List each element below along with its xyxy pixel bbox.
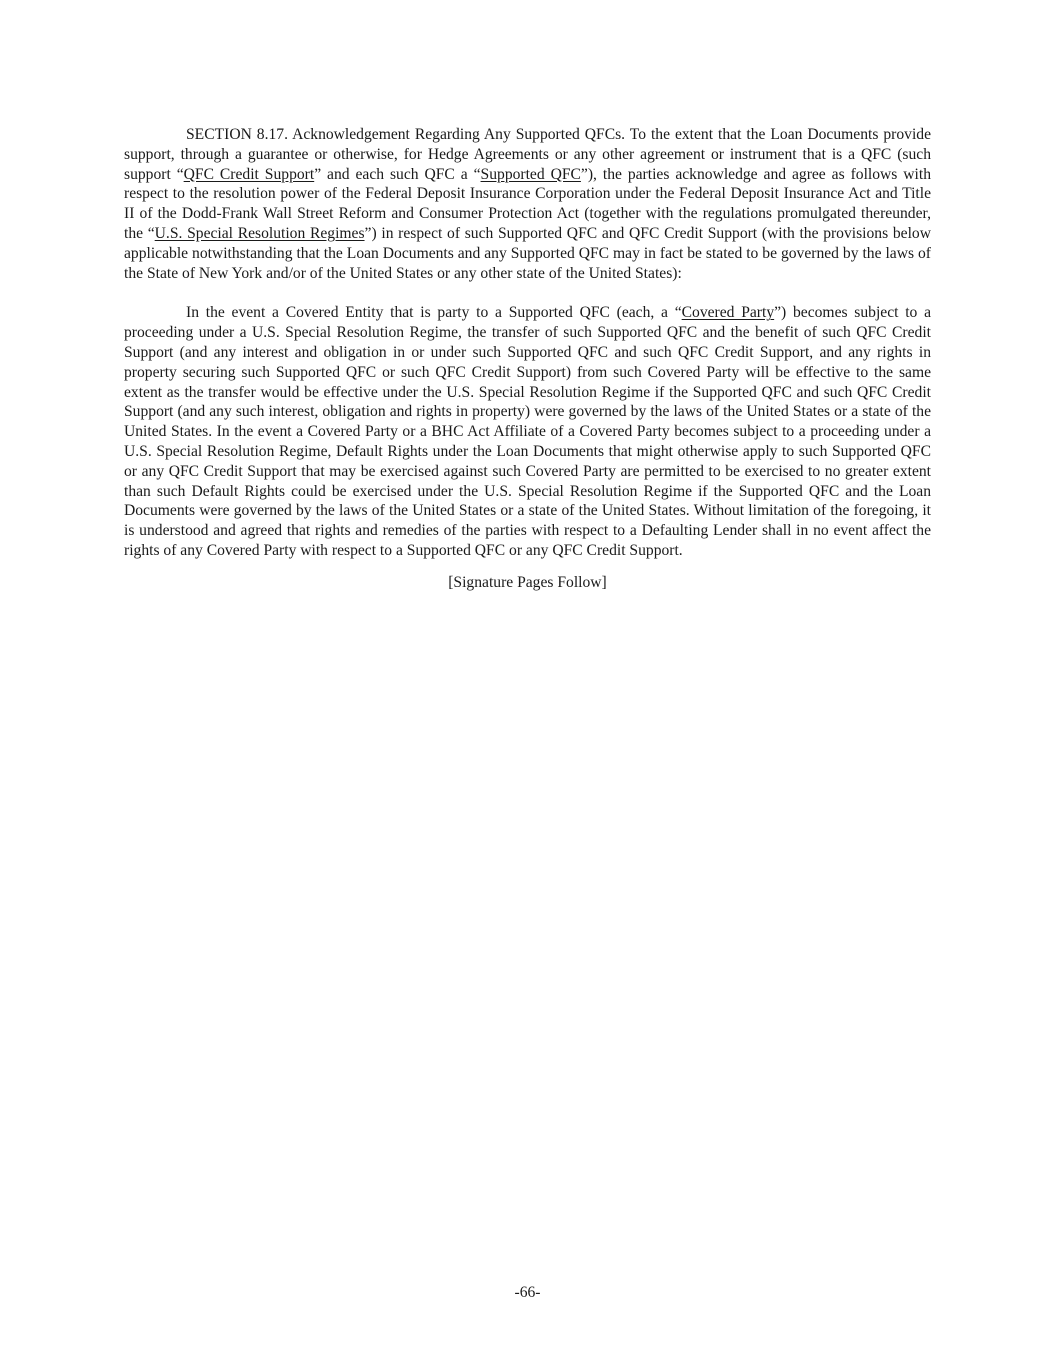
paragraph-2-text-2: ”) becomes subject to a proceeding under a U.S. Special Resolution Regime, the transfer of such Supported QFC and the benefit of such QFC Credit Support (and any interest and obligation in or under such Supported QFC and such QFC Credit Support, and any rights in property securing such Supported QFC or such QFC Credit Support) from such Covered Party will be effective to the same extent as the transfer would be effective under the U.S. Special Resolution Regime if the Supported QFC and such QFC Credit Support (and any such interest, obligation and rights in property) were governed by the laws of the United States or a state of the United States. In the event a Covered Party or a BHC Act Affiliate of a Covered Party becomes subject to a proceeding under a U.S. Special Resolution Regime, Default Rights under the Loan Documents that might otherwise apply to such Supported QFC or any QFC Credit Support that may be exercised against such Covered Party are permitted to be exercised to no greater extent than such Default Rights could be exercised under the U.S. Special Resolution Regime if the Supported QFC and the Loan Documents were governed by the laws of the United States or a state of the United States. Without limitation of the foregoing, it is understood and agreed that rights and remedies of the parties with respect to a Defaulting Lender shall in no event affect the rights of any Covered Party with respect to a Supported QFC or any QFC Credit Support. — [124, 304, 932, 559]
document-page — [124, 125, 931, 593]
section-8-17-paragraph — [124, 125, 931, 283]
defined-term-supported-qfc: Supported QFC — [480, 165, 581, 183]
section-heading: SECTION 8.17. Acknowledgement Regarding Any Supported QFCs. — [186, 126, 626, 143]
paragraph-2-text-1: In the event a Covered Entity that is party to a Supported QFC (each, a “ — [186, 304, 682, 322]
page-number: -66- — [514, 1284, 541, 1301]
defined-term-us-special-resolution-regimes: U.S. Special Resolution Regimes — [154, 224, 365, 242]
covered-party-paragraph — [124, 303, 931, 560]
section-text-2: ” and each such QFC a “ — [314, 165, 481, 183]
defined-term-covered-party: Covered Party — [681, 304, 775, 322]
signature-pages-note: [Signature Pages Follow] — [448, 573, 607, 591]
section-text-3: ”), the parties acknowledge and agree as follows with respect to the resolution power of the Federal Deposit Insurance Corporation under the Federal Deposit Insurance Act and Title II of the Dodd-Frank Wall Street Reform and Consumer Protection Act (together with the regulations promulgated thereunder, the “ — [124, 165, 932, 242]
section-text-1: To the extent that the Loan Documents provide support, through a guarantee or otherwise, for Hedge Agreements or any other agreement or instrument that is a QFC (such support “ — [124, 126, 931, 183]
section-text-4: ”) in respect of such Supported QFC and QFC Credit Support (with the provisions below applicable notwithstanding that the Loan Documents and any Supported QFC may in fact be stated to be governed by the laws of the State of New York and/or of the United States or any other state of the United States): — [124, 224, 931, 282]
defined-term-qfc-credit-support: QFC Credit Support — [183, 165, 315, 183]
